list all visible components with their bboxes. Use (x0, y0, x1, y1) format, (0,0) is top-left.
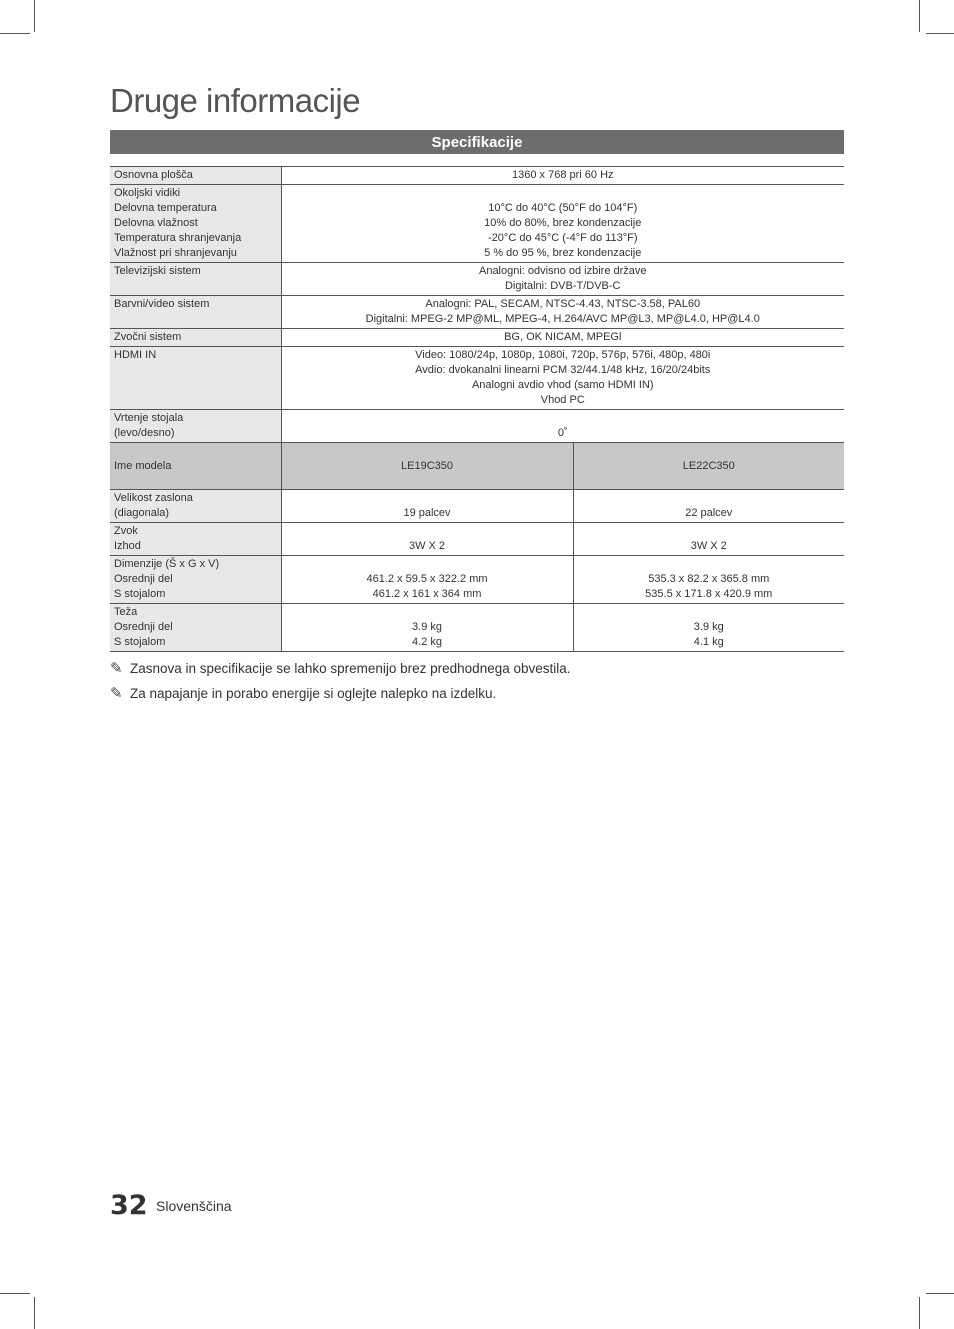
table-row (110, 329, 844, 347)
page-title: Druge informacije (110, 82, 361, 119)
row-label: Teža Osrednji del S stojalom (110, 604, 281, 652)
row-value: 22 palcev (573, 490, 844, 523)
table-row (110, 410, 844, 443)
row-label: Okoljski vidiki Delovna temperatura Delovna vlažnost Temperatura shranjevanja Vlažnost pri shranjevanju (110, 185, 281, 263)
row-label: Osnovna plošča (110, 167, 281, 185)
row-label: Velikost zaslona (diagonala) (110, 490, 281, 523)
crop-mark (919, 0, 920, 32)
crop-mark (926, 1293, 954, 1294)
row-value: Analogni: odvisno od izbire države Digitalni: DVB-T/DVB-C (281, 263, 844, 296)
table-row (110, 556, 844, 604)
notes (110, 658, 571, 708)
table-row (110, 604, 844, 652)
row-value: 3.9 kg 4.2 kg (281, 604, 573, 652)
model-name: LE19C350 (281, 443, 573, 490)
row-label: Vrtenje stojala (levo/desno) (110, 410, 281, 443)
note-text: Zasnova in specifikacije se lahko spremenijo brez predhodnega obvestila. (130, 661, 571, 676)
pencil-note-icon: ✎ (110, 660, 123, 677)
row-value: 3W X 2 (573, 523, 844, 556)
spec-table (110, 166, 844, 652)
section-heading: Specifikacije (110, 130, 844, 154)
page-language: Slovenščina (156, 1197, 232, 1214)
row-label: Barvni/video sistem (110, 296, 281, 329)
row-value: BG, OK NICAM, MPEGl (281, 329, 844, 347)
row-value: 1360 x 768 pri 60 Hz (281, 167, 844, 185)
table-row (110, 185, 844, 263)
row-value: Video: 1080/24p, 1080p, 1080i, 720p, 576p, 576i, 480p, 480i Avdio: dvokanalni linearni PCM 32/44.1/48 kHz, 16/20/24bits Analogni avdio vhod (samo HDMI IN) Vhod PC (281, 347, 844, 410)
table-row (110, 443, 844, 490)
row-value: Analogni: PAL, SECAM, NTSC-4.43, NTSC-3.58, PAL60 Digitalni: MPEG-2 MP@ML, MPEG-4, H.264/AVC MP@L3, MP@L4.0, HP@L4.0 (281, 296, 844, 329)
row-value: 3W X 2 (281, 523, 573, 556)
model-name: LE22C350 (573, 443, 844, 490)
row-value: 0˚ (281, 410, 844, 443)
note-item (110, 683, 571, 708)
table-row (110, 347, 844, 410)
note-item (110, 658, 571, 683)
crop-mark (0, 33, 30, 34)
crop-mark (919, 1297, 920, 1329)
crop-mark (34, 0, 35, 32)
row-value: 535.3 x 82.2 x 365.8 mm 535.5 x 171.8 x 420.9 mm (573, 556, 844, 604)
row-value: 3.9 kg 4.1 kg (573, 604, 844, 652)
row-value: 19 palcev (281, 490, 573, 523)
table-row (110, 167, 844, 185)
row-label: Zvočni sistem (110, 329, 281, 347)
page-number: 32 (110, 1190, 148, 1221)
table-row (110, 490, 844, 523)
note-text: Za napajanje in porabo energije si oglejte nalepko na izdelku. (130, 686, 497, 701)
row-label: Televizijski sistem (110, 263, 281, 296)
crop-mark (34, 1297, 35, 1329)
table-row (110, 263, 844, 296)
pencil-note-icon: ✎ (110, 685, 123, 702)
crop-mark (0, 1293, 30, 1294)
table-row (110, 296, 844, 329)
crop-mark (926, 33, 954, 34)
row-label: Zvok Izhod (110, 523, 281, 556)
row-label: Ime modela (110, 443, 281, 490)
row-label: Dimenzije (Š x G x V) Osrednji del S stojalom (110, 556, 281, 604)
row-value: 461.2 x 59.5 x 322.2 mm 461.2 x 161 x 364 mm (281, 556, 573, 604)
row-label: HDMI IN (110, 347, 281, 410)
table-row (110, 523, 844, 556)
page-footer (110, 1190, 232, 1221)
row-value: 10°C do 40°C (50°F do 104°F) 10% do 80%, brez kondenzacije -20°C do 45°C (-4°F do 113°F) 5 % do 95 %, brez kondenzacije (281, 185, 844, 263)
